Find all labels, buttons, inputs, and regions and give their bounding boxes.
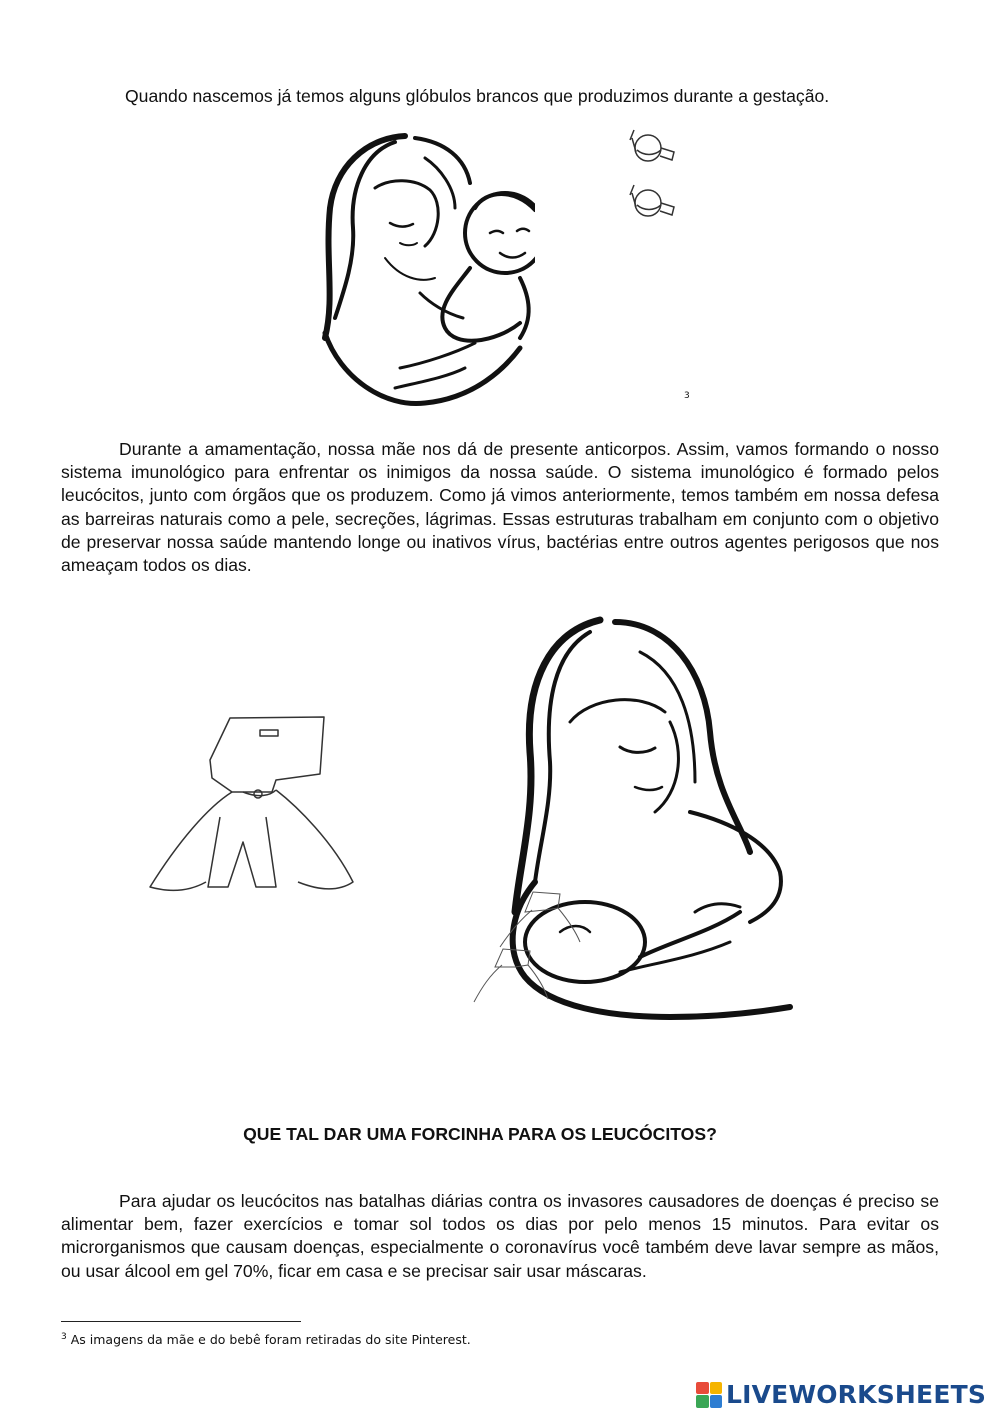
brand-name: LIVEWORKSHEETS: [726, 1380, 987, 1409]
leukocyte-hero-illustration: [148, 712, 358, 922]
antibody-figures-illustration: [622, 128, 684, 220]
help-leukocytes-paragraph: Para ajudar os leucócitos nas batalhas diárias contra os invasores causadores de doenças é preciso se alimentar bem, fazer exercícios e tomar sol todos os dias por pelo menos 15 minutos. Para evitar os microrganismos que causam doenças, especialmente o coronavírus você também deve lavar sempre as mãos, ou usar álcool em gel 70%, ficar em casa e se precisar sair usar máscaras.: [61, 1191, 939, 1281]
liveworksheets-brand[interactable]: [696, 1380, 986, 1409]
footnote-text: As imagens da mãe e do bebê foram retiradas do site Pinterest.: [70, 1332, 471, 1348]
footnote-marker: 3: [61, 1332, 67, 1342]
breastfeeding-paragraph: Durante a amamentação, nossa mãe nos dá de presente anticorpos. Assim, vamos formando o nosso sistema imunológico para enfrentar os inimigos da nossa saúde. O sistema imunológico é formado pelos leucócitos, junto com órgãos que os produzem. Como já vimos anteriormente, temos também em nossa defesa as barreiras naturais como a pele, secreções, lágrimas. Essas estruturas trabalham em conjunto com o objetivo de preservar nossa saúde mantendo longe ou inativos vírus, bactérias entre outros agentes perigosos que nos ameaçam todos os dias.: [61, 439, 939, 576]
footnote: [61, 1332, 471, 1347]
intro-paragraph: Quando nascemos já temos alguns glóbulos brancos que produzimos durante a gestação.: [125, 86, 830, 106]
mother-breastfeeding-illustration: [440, 612, 830, 1032]
mother-hugging-baby-illustration: [305, 128, 535, 413]
figure-note-marker: 3: [684, 391, 690, 401]
section-heading: QUE TAL DAR UMA FORCINHA PARA OS LEUCÓCITOS?: [243, 1124, 717, 1144]
footnote-divider: [61, 1321, 301, 1322]
brand-logo-icon: [696, 1382, 722, 1408]
